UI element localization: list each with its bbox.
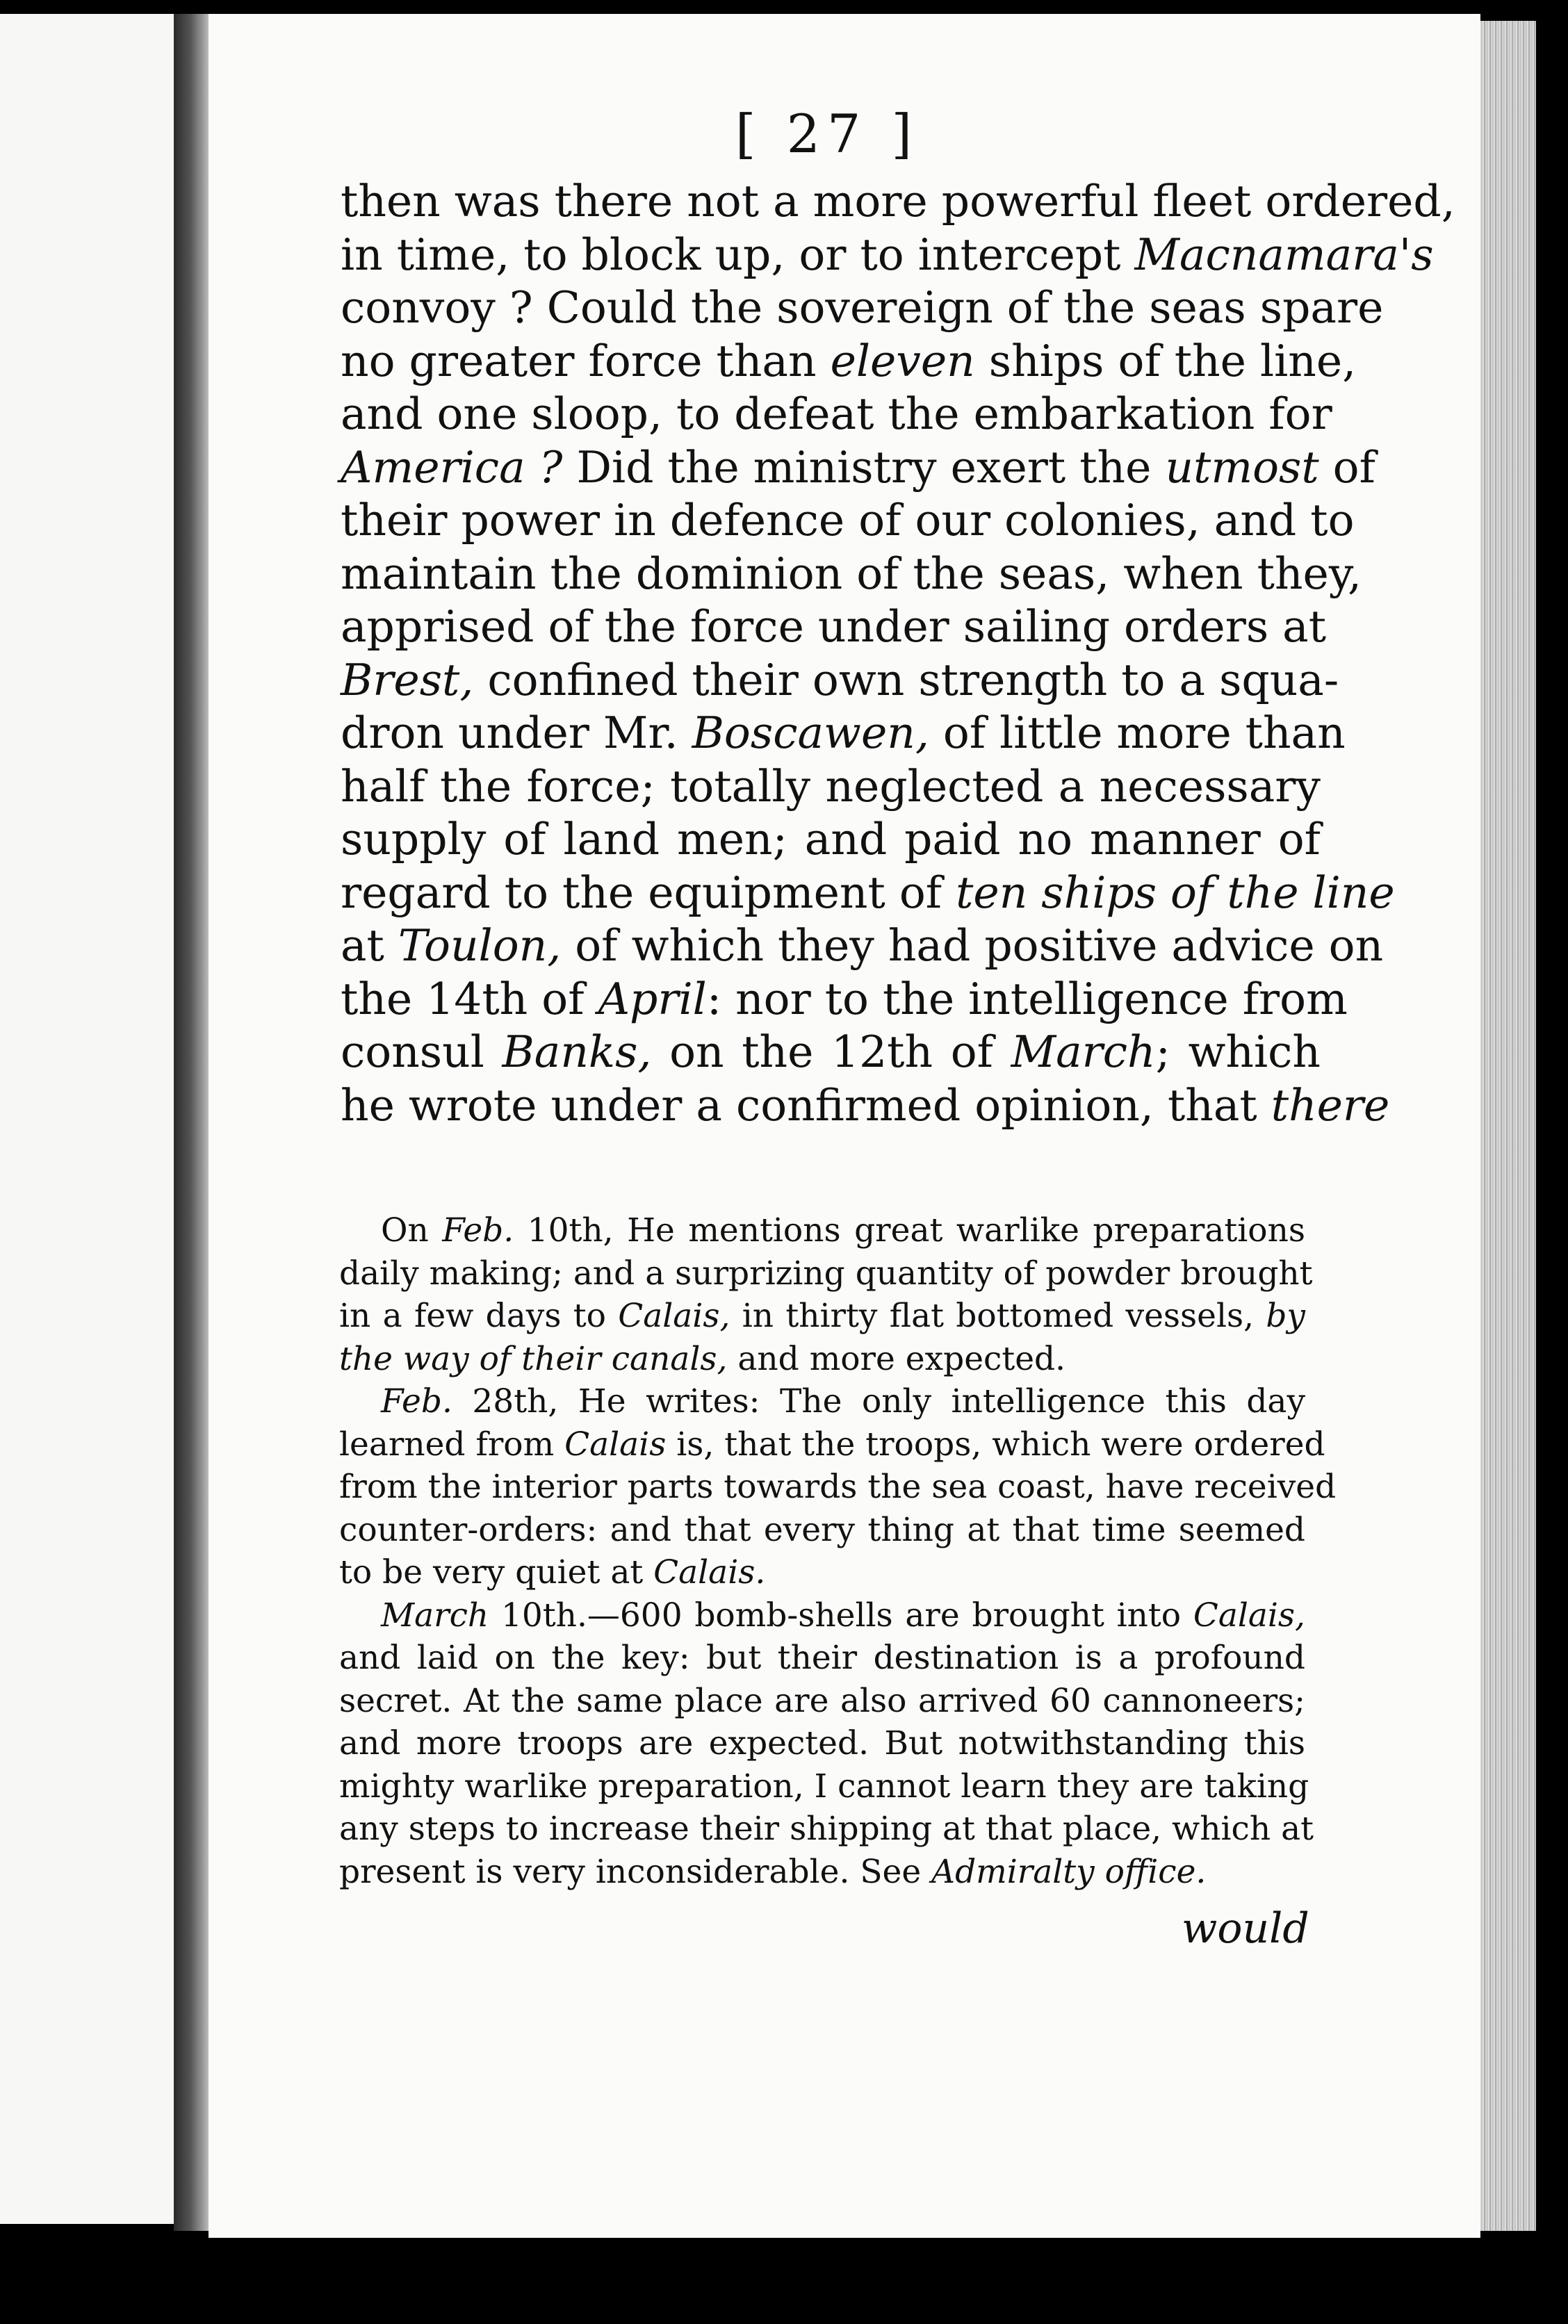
text-run: maintain the dominion of the seas, when they, <box>341 548 1362 599</box>
text-run: daily making; and a surprizing quantity of powder brought <box>339 1254 1313 1293</box>
text-run: of which they had positive advice on <box>561 920 1384 971</box>
text-line <box>341 281 1384 335</box>
footnote-line <box>339 1551 1305 1594</box>
italic-text-run: Toulon, <box>398 920 562 971</box>
text-run: from the interior parts towards the sea coast, have received <box>339 1468 1337 1506</box>
text-run: in time, to block up, or to intercept <box>341 229 1135 280</box>
text-run: dron under Mr. <box>341 707 692 758</box>
text-run: 10th.—600 bomb-shells are brought into <box>489 1596 1193 1635</box>
italic-text-run: America ? <box>341 441 563 493</box>
text-line <box>341 441 1375 495</box>
text-line <box>341 600 1327 654</box>
footnote-line <box>339 1252 1313 1295</box>
text-run: convoy ? Could the sovereign of the seas spare <box>341 282 1384 333</box>
text-run: mighty warlike preparation, I cannot learn they are taking <box>339 1767 1309 1806</box>
text-line <box>341 175 1455 229</box>
page-edge-stack <box>1480 21 1536 2231</box>
catchword: would <box>1182 1904 1309 1953</box>
footnote-line <box>339 1380 1305 1423</box>
text-run: is, that the troops, which were ordered <box>666 1425 1325 1464</box>
italic-text-run: Macnamara's <box>1134 229 1434 280</box>
text-line <box>341 919 1384 973</box>
text-run: supply of land men; and paid no manner of <box>341 814 1321 865</box>
text-line <box>341 335 1357 388</box>
text-run: apprised of the force under sailing orders at <box>341 601 1327 652</box>
text-run: and more troops are expected. But notwithstanding this <box>339 1724 1305 1762</box>
footnote-line <box>339 1295 1305 1338</box>
text-run: of <box>1318 441 1375 493</box>
footnote-line <box>339 1765 1309 1808</box>
text-run: half the force; totally neglected a necessary <box>341 760 1321 812</box>
text-run: On <box>381 1211 443 1250</box>
italic-text-run: March <box>381 1596 489 1635</box>
text-line <box>341 1079 1390 1133</box>
text-run: any steps to increase their shipping at that place, which at <box>339 1810 1314 1848</box>
main-text-block <box>341 175 1455 1132</box>
text-run: 10th, He mentions great warlike preparations <box>514 1211 1305 1250</box>
italic-text-run: Feb. <box>381 1382 452 1421</box>
text-run: in thirty flat bottomed vessels, <box>730 1297 1266 1335</box>
italic-text-run: by <box>1266 1297 1305 1335</box>
italic-text-run: utmost <box>1165 441 1319 493</box>
text-run: no greater force than <box>341 335 831 386</box>
text-line <box>341 654 1339 707</box>
footnote-line <box>339 1808 1314 1851</box>
text-line <box>341 229 1434 282</box>
text-run: confined their own strength to a squa- <box>473 654 1339 705</box>
text-run: then was there not a more powerful fleet ordered, <box>341 176 1455 227</box>
text-line <box>341 1026 1321 1079</box>
text-run: ships of the line, <box>974 335 1357 386</box>
text-run: in a few days to <box>339 1297 619 1335</box>
footnote-line <box>339 1680 1305 1723</box>
text-run: 28th, He writes: The only intelligence this day <box>452 1382 1305 1421</box>
footnote-block <box>339 1209 1337 1893</box>
footnote-line <box>339 1209 1305 1252</box>
footnote-line <box>339 1722 1305 1765</box>
italic-text-run: Calais, <box>618 1297 730 1335</box>
text-line <box>341 707 1346 760</box>
italic-text-run: Calais <box>564 1425 667 1464</box>
text-run: consul <box>341 1026 503 1077</box>
italic-text-run: Boscawen, <box>692 707 929 758</box>
text-run: ; which <box>1155 1026 1321 1077</box>
text-run: their power in defence of our colonies, and to <box>341 495 1355 546</box>
text-line <box>341 494 1355 548</box>
text-run: at <box>341 920 398 971</box>
italic-text-run: the way of their canals, <box>339 1339 728 1378</box>
text-run: of little more than <box>929 707 1346 758</box>
text-run: and more expected. <box>727 1339 1066 1378</box>
text-line <box>341 973 1348 1026</box>
text-run: Did the ministry exert the <box>562 441 1166 493</box>
footnote-line <box>339 1466 1337 1509</box>
footnote-line <box>339 1637 1305 1680</box>
text-run: secret. At the same place are also arrived 60 cannoneers; <box>339 1681 1305 1720</box>
text-run: he wrote under a confirmed opinion, that <box>341 1079 1271 1131</box>
italic-text-run: Calais. <box>653 1553 766 1591</box>
footnote-line <box>339 1338 1305 1381</box>
footnote-line <box>339 1594 1305 1637</box>
text-run: regard to the equipment of <box>341 867 956 918</box>
footnote-line <box>339 1423 1325 1466</box>
italic-text-run: Brest, <box>341 654 474 705</box>
italic-text-run: March <box>1011 1026 1156 1077</box>
italic-text-run: Admiralty office. <box>931 1852 1207 1891</box>
text-run: present is very inconsiderable. See <box>339 1852 932 1891</box>
italic-text-run: April <box>598 973 707 1024</box>
italic-text-run: Calais, <box>1193 1596 1305 1635</box>
scan-bottom-band <box>0 2266 1568 2324</box>
text-line <box>341 388 1332 441</box>
page-number: [ 27 ] <box>735 103 920 165</box>
text-line <box>341 813 1321 867</box>
footnote-line <box>339 1851 1305 1894</box>
italic-text-run: eleven <box>830 335 975 386</box>
left-page-edge <box>0 14 174 2224</box>
italic-text-run: Banks, <box>502 1026 652 1077</box>
text-run: learned from <box>339 1425 565 1464</box>
text-run: and one sloop, to defeat the embarkation for <box>341 388 1332 439</box>
text-run: counter-orders: and that every thing at that time seemed <box>339 1510 1305 1549</box>
italic-text-run: Feb. <box>442 1211 514 1250</box>
text-run: on the 12th of <box>651 1026 1011 1077</box>
text-run: : nor to the intelligence from <box>706 973 1348 1024</box>
footnote-line <box>339 1509 1305 1552</box>
text-run: the 14th of <box>341 973 598 1024</box>
text-line <box>341 548 1362 601</box>
text-line <box>341 867 1395 920</box>
italic-text-run: ten ships of the line <box>956 867 1395 918</box>
text-line <box>341 760 1321 814</box>
italic-text-run: there <box>1271 1079 1390 1131</box>
text-run: to be very quiet at <box>339 1553 654 1591</box>
text-run: and laid on the key: but their destination is a profound <box>339 1639 1305 1677</box>
